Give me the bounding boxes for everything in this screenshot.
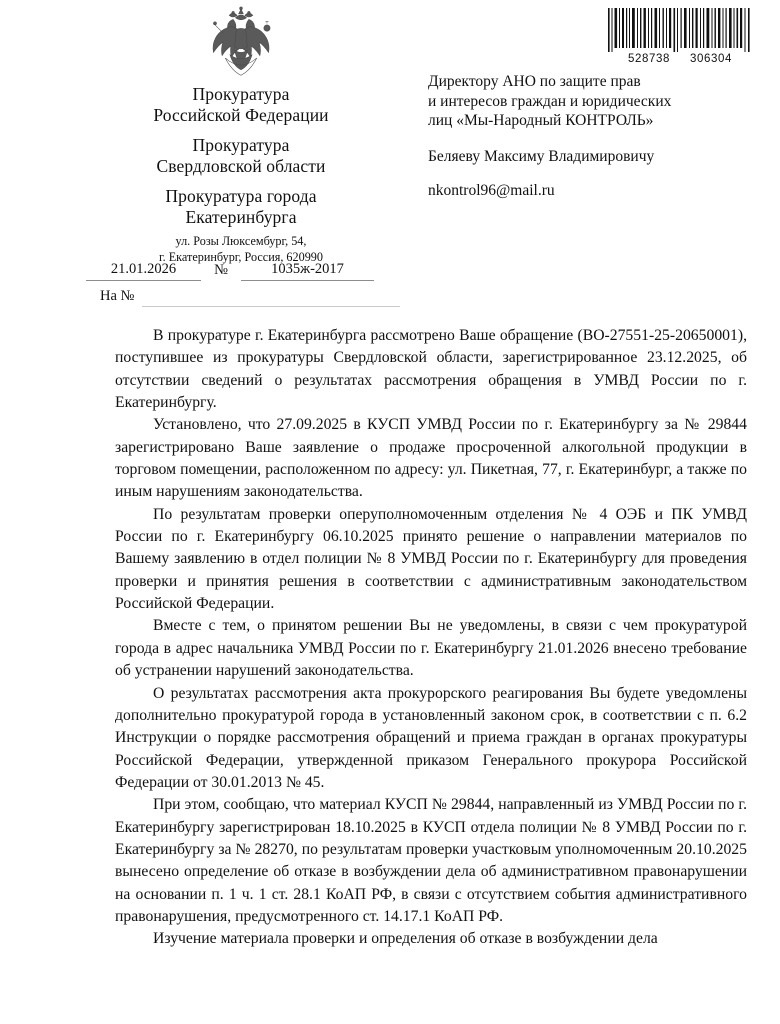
body-paragraph: При этом, сообщаю, что материал КУСП № 29844, направленный из УМВД России по г. Екатеринбургу зарегистрирован 18.10.2025 в КУСП отдела полиции № 8 УМВД России по г. Екатеринбургу за № 28270, по результатам проверки участковым уполномоченным 20.10.2025 вынесено определение об отказе в возбуждении дела об административном правонарушении на основании п. 1 ч. 1 ст. 28.1 КоАП РФ, в связи с отсутствием события административного правонарушения, предусмотренного ст. 14.17.1 КоАП РФ.: [115, 796, 747, 925]
body-paragraph: Изучение материала проверки и определения об отказе в возбуждении дела: [153, 930, 658, 948]
addressee-org-line: лиц «Мы-Народный КОНТРОЛЬ»: [428, 112, 654, 129]
org-group-region: [86, 135, 396, 177]
number-sign-label: №: [214, 262, 228, 278]
body-paragraph: О результатах рассмотрения акта прокурорского реагирования Вы будете уведомлены дополнительно прокуратурой города в установленный законом срок, в соответствии с п. 6.2 Инструкции о порядке рассмотрения обращений и приема граждан в органах прокуратуры Российской Федерации, утвержденной приказом Генерального прокурора Российской Федерации от 30.01.2013 № 45.: [115, 684, 747, 791]
org-line: Прокуратура города: [165, 186, 317, 206]
barcode-block: [605, 8, 755, 65]
address-line: ул. Розы Люксембург, 54,: [175, 234, 307, 248]
org-group-federation: [86, 84, 396, 126]
org-line: Прокуратура: [192, 135, 290, 155]
addressee-block: [428, 72, 758, 201]
barcode-icon: [605, 8, 753, 52]
letterhead-block: [86, 0, 396, 265]
addressee-org-line: Директору АНО по защите прав: [428, 73, 641, 90]
org-line: Прокуратура: [192, 84, 290, 104]
addressee-org-line: и интересов граждан и юридических: [428, 92, 672, 110]
incoming-reference-label: На №: [100, 288, 135, 304]
org-group-city: [86, 186, 396, 228]
addressee-name: Беляеву Максиму Владимировичу: [428, 147, 655, 165]
org-line: Российской Федерации: [153, 105, 329, 125]
body-paragraph: Установлено, что 27.09.2025 в КУСП УМВД России по г. Екатеринбургу за № 29844 зарегистрировано Ваше заявление о продаже просроченной алкогольной продукции в торговом помещении, расположенном по адресу: ул. Пикетная, 77, г. Екатеринбург, а также по иным нарушениям законодательства.: [115, 416, 747, 501]
letter-body: [115, 325, 747, 951]
addressee-email: nkontrol96@mail.ru: [428, 182, 555, 199]
org-line: Свердловской области: [156, 156, 326, 176]
addressee-organization: [428, 72, 758, 131]
letter-date: 21.01.2026: [86, 261, 201, 281]
body-paragraph: По результатам проверки оперуполномоченным отделения № 4 ОЭБ и ПК УМВД России по г. Екатеринбургу 06.10.2025 принято решение о направлении материалов по Вашему заявлению в отдел полиции № 8 УМВД России по г. Екатеринбургу для проведения проверки и принятия решения в соответствии с административным законодательством Российской Федерации.: [115, 505, 747, 613]
org-line: Екатеринбурга: [185, 207, 297, 227]
reference-row: [86, 255, 406, 281]
barcode-left-digits: 528738: [628, 53, 670, 65]
letter-number: 1035ж-2017: [241, 261, 374, 281]
barcode-digits: [605, 53, 755, 65]
incoming-reference-blank: [142, 292, 400, 307]
russian-coat-of-arms-icon: [201, 6, 281, 80]
organization-names: [86, 84, 396, 228]
body-paragraph: В прокуратуре г. Екатеринбурга рассмотрено Ваше обращение (ВО-27551-25-20650001), поступившее из прокуратуры Свердловской области, зарегистрированное 23.12.2025, об отсутствии сведений о результатах рассмотрения обращения в УМВД России по г. Екатеринбургу.: [115, 327, 747, 412]
incoming-reference-row: [100, 285, 400, 307]
letter-header: [0, 0, 780, 310]
barcode-right-digits: 306304: [690, 53, 732, 65]
body-paragraph: Вместе с тем, о принятом решении Вы не уведомлены, в связи с чем прокуратурой города в адрес начальника УМВД России по г. Екатеринбургу 21.01.2026 внесено требование об устранении нарушений законодательства.: [115, 617, 747, 680]
address-line: г. Екатеринбург, Россия, 620990: [159, 249, 323, 264]
